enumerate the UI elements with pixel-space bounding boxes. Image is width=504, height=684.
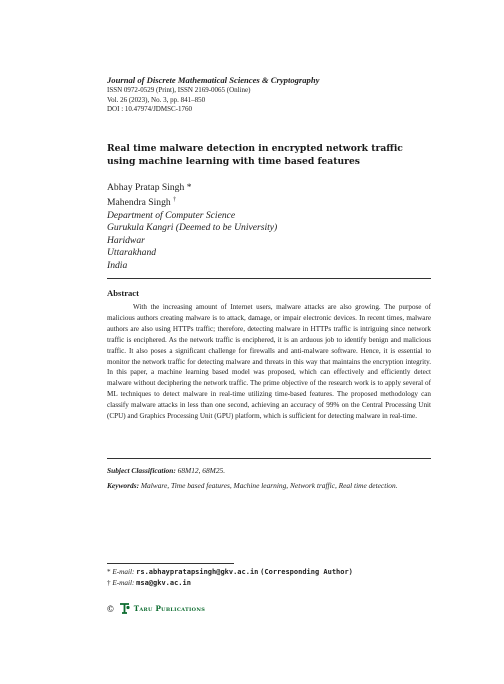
copyright-symbol: © [107,603,114,614]
footnote-mark: † [107,579,111,587]
footnote-rule [107,563,234,564]
footnote-email[interactable]: rs.abhaypratapsingh@gkv.ac.in [136,568,259,576]
subject-classification [107,466,437,476]
footnote-label: E-mail: [112,568,135,576]
journal-doi: DOI : 10.47974/JDMSC-1760 [107,105,192,114]
author-name: Abhay Pratap Singh [107,182,185,193]
footnote-2 [107,578,191,588]
journal-header [107,75,427,115]
abstract-heading: Abstract [107,288,139,298]
affiliation-department: Department of Computer Science [107,210,236,221]
subject-value: 68M12, 68M25. [177,466,226,475]
affiliation-city: Haridwar [107,234,145,246]
footnote-label: E-mail: [112,579,135,587]
paper-title: Real time malware detection in encrypted network traffic using machine learning with time based features [107,143,403,167]
publisher-name: Taru Publications [133,604,206,613]
keywords-value: Malware, Time based features, Machine learning, Network traffic, Real time detection. [140,481,398,490]
abstract-top-rule [107,278,431,279]
footnote-1 [107,567,353,577]
author-mark: * [186,182,192,193]
footnote-email[interactable]: msa@gkv.ac.in [136,579,191,587]
keywords-label: Keywords: [107,481,140,490]
abstract-text: With the increasing amount of Internet users, malware attacks are also growing. The purpose of malicious authors creating malware is to attack, damage, or impair electronic devices. In recent times, malware authors are also using HTTPs traffic; therefore, detecting malware in HTTPs traffic is intriguing since network traffic is enciphered. As the network traffic is enciphered, it is an arduous job to identify benign and malicious traffic. It also poses a significant challenge for firewalls and anti-malware software. Hence, it is essential to monitor the network traffic for detecting malware and threats in this way that maintains the encryption integrity. In this paper, a machine learning based model was proposed, which can effectively and efficiently detect malware without deciphering the network traffic. The prime objective of the research work is to apply several of ML techniques to detect malware in real-time utilizing time-based features. The proposed methodology can classify malware attacks in less than one second, achieving an accuracy of 99% on the Central Processing Unit (CPU) and Graphics Processing Unit (GPU) platform, which is sufficient for detecting malware in real-time. [107,303,431,421]
abstract-bottom-rule [107,458,431,459]
author-mark: † [173,197,177,204]
footnote-note: (Corresponding Author) [260,568,353,576]
subject-label: Subject Classification: [107,466,176,475]
publisher-logo-icon [118,602,131,615]
footnote-mark: * [107,568,111,576]
author-1 [107,182,427,194]
affiliation-country: India [107,259,128,271]
journal-volume: Vol. 26 (2023), No. 3, pp. 841–850 [107,95,206,104]
journal-title: Journal of Discrete Mathematical Sciences & Cryptography [107,75,320,85]
author-name: Mahendra Singh [107,197,171,209]
affiliation-state: Uttarakhand [107,247,157,259]
author-block [107,182,427,272]
keywords [107,481,437,491]
affiliation-university: Gurukula Kangri (Deemed to be University) [107,222,278,234]
copyright-line [107,602,205,615]
journal-issn: ISSN 0972-0529 (Print), ISSN 2169-0065 (Online) [107,86,251,94]
author-2 [107,194,427,210]
